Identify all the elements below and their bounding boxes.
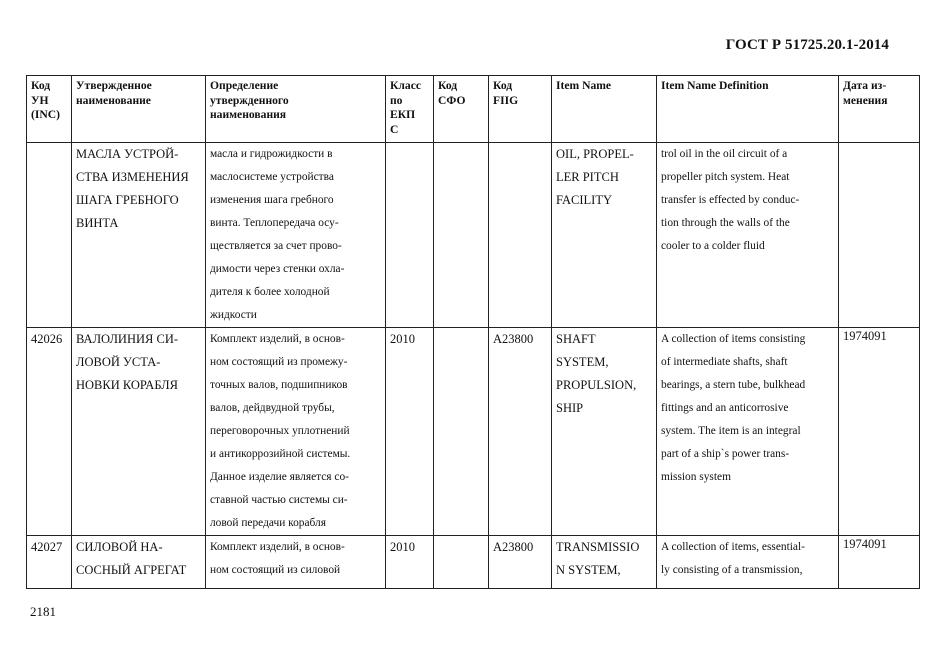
cell-inc: 42027 xyxy=(27,536,72,589)
cell-item-name: TRANSMISSIO N SYSTEM, xyxy=(552,536,657,589)
cell-change-date xyxy=(839,143,920,328)
cell-sfo xyxy=(434,536,489,589)
cell-class: 2010 xyxy=(386,328,434,536)
cell-class xyxy=(386,143,434,328)
col-header-inc: Код УН (INC) xyxy=(27,76,72,143)
cell-approved-name: СИЛОВОЙ НА- СОСНЫЙ АГРЕГАТ xyxy=(72,536,206,589)
col-header-change-date: Дата из- менения xyxy=(839,76,920,143)
terms-table xyxy=(26,75,920,589)
cell-approved-name: МАСЛА УСТРОЙ- СТВА ИЗМЕНЕНИЯ ШАГА ГРЕБНОГО ВИНТА xyxy=(72,143,206,328)
cell-item-definition: A collection of items, essential- ly consisting of a transmission, xyxy=(657,536,839,589)
cell-class: 2010 xyxy=(386,536,434,589)
cell-fiig: A23800 xyxy=(489,536,552,589)
col-header-item-name: Item Name xyxy=(552,76,657,143)
cell-definition: масла и гидрожидкости в маслосистеме устройства изменения шага гребного винта. Теплопередача осу- ществляется за счет прово- димости через стенки охла- дителя к более холодной жидкости xyxy=(206,143,386,328)
cell-item-name: OIL, PROPEL- LER PITCH FACILITY xyxy=(552,143,657,328)
cell-definition: Комплект изделий, в основ- ном состоящий из силовой xyxy=(206,536,386,589)
cell-sfo xyxy=(434,143,489,328)
table-row xyxy=(27,143,920,328)
cell-item-definition: trol oil in the oil circuit of a propeller pitch system. Heat transfer is effected by conduc- tion through the walls of the cooler to a colder fluid xyxy=(657,143,839,328)
cell-change-date: 1974091 xyxy=(839,536,920,589)
col-header-item-definition: Item Name Definition xyxy=(657,76,839,143)
cell-approved-name: ВАЛОЛИНИЯ СИ- ЛОВОЙ УСТА- НОВКИ КОРАБЛЯ xyxy=(72,328,206,536)
cell-inc xyxy=(27,143,72,328)
standard-designation: ГОСТ Р 51725.20.1-2014 xyxy=(725,37,889,53)
col-header-class: Класс по ЕКП С xyxy=(386,76,434,143)
table-header-row xyxy=(27,76,920,143)
col-header-approved-name: Утвержденное наименование xyxy=(72,76,206,143)
cell-inc: 42026 xyxy=(27,328,72,536)
col-header-fiig: Код FIIG xyxy=(489,76,552,143)
page-number: 2181 xyxy=(30,604,56,619)
cell-item-name: SHAFT SYSTEM, PROPULSION, SHIP xyxy=(552,328,657,536)
cell-definition: Комплект изделий, в основ- ном состоящий из промежу- точных валов, подшипников валов, дейдвудной трубы, переговорочных уплотнений и антикоррозийной системы. Данное изделие является со- ставной частью системы си- ловой передачи корабля xyxy=(206,328,386,536)
col-header-sfo: Код СФО xyxy=(434,76,489,143)
table-row xyxy=(27,328,920,536)
cell-item-definition: A collection of items consisting of intermediate shafts, shaft bearings, a stern tube, bulkhead fittings and an anticorrosive system. The item is an integral part of a ship`s power trans- mission system xyxy=(657,328,839,536)
cell-sfo xyxy=(434,328,489,536)
cell-fiig: A23800 xyxy=(489,328,552,536)
cell-change-date: 1974091 xyxy=(839,328,920,536)
cell-fiig xyxy=(489,143,552,328)
table-row xyxy=(27,536,920,589)
col-header-definition: Определение утвержденного наименования xyxy=(206,76,386,143)
